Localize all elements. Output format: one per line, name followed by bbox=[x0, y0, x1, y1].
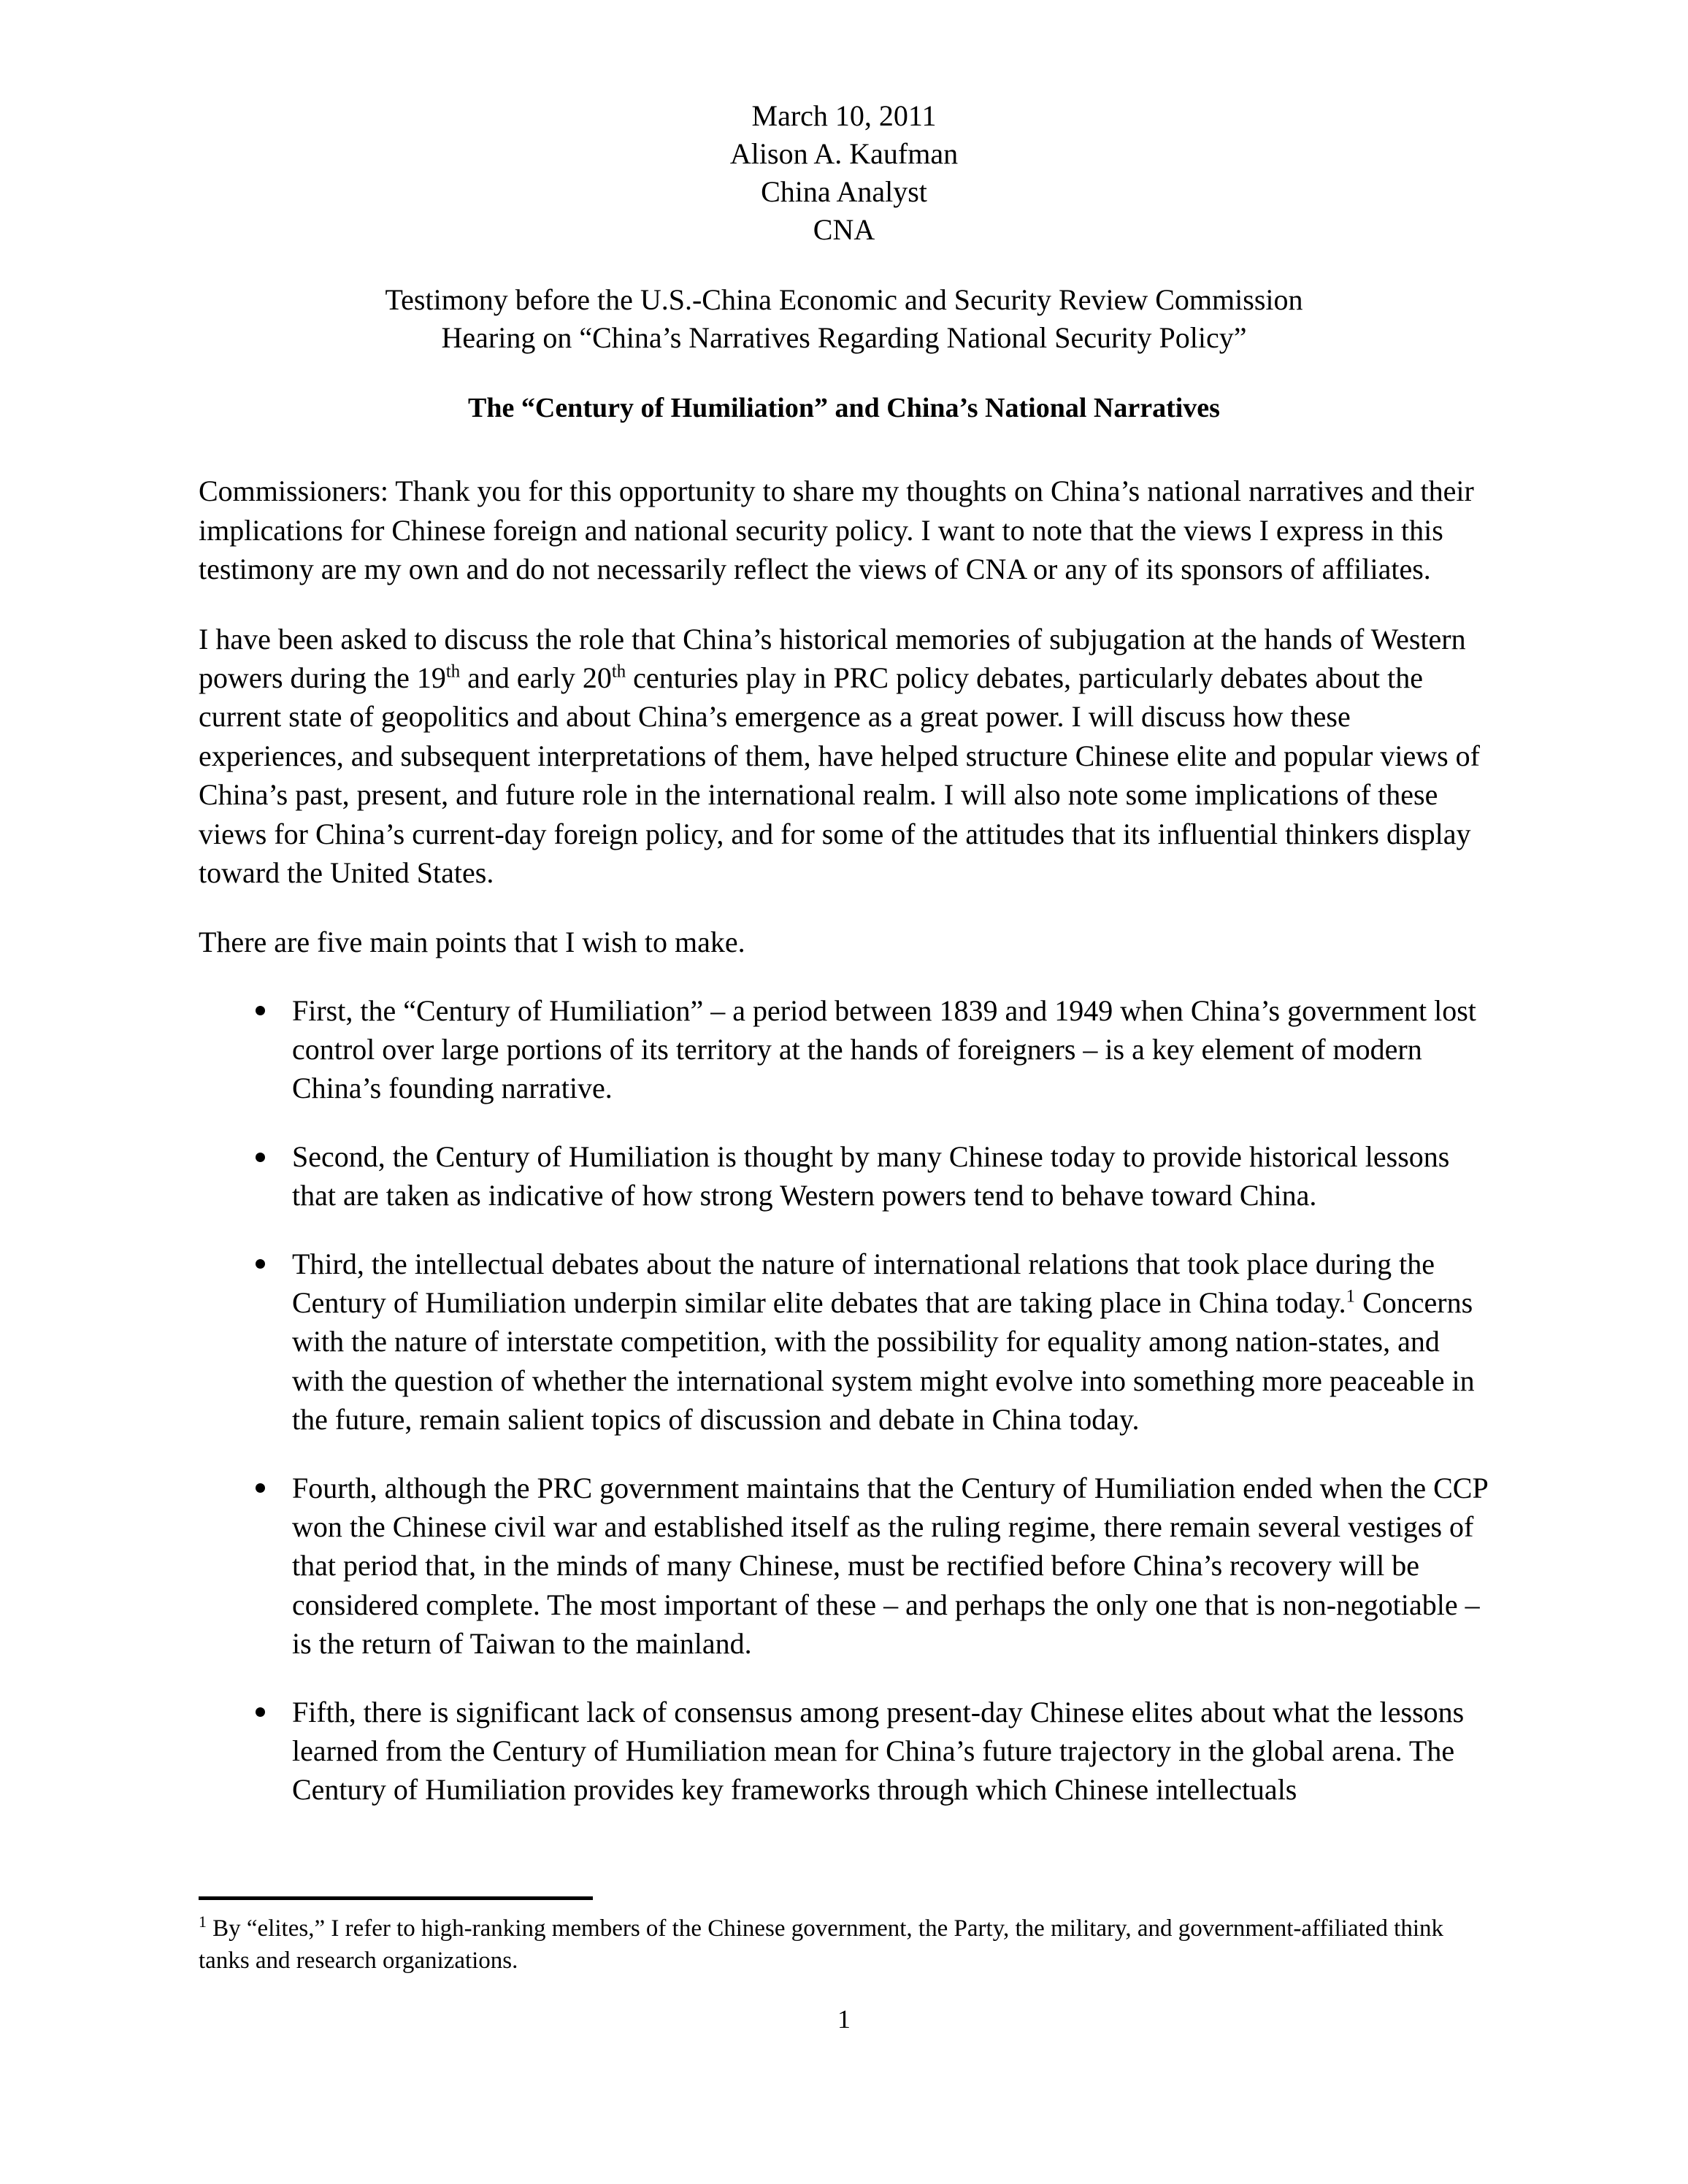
list-item bbox=[199, 1469, 1489, 1664]
paragraph-five-points-lead: There are five main points that I wish to make. bbox=[199, 926, 745, 959]
bullet-icon bbox=[256, 1006, 265, 1015]
footnote-separator-rule bbox=[199, 1896, 593, 1900]
page-title: The “Century of Humiliation” and China’s National Narratives bbox=[468, 393, 1220, 423]
paragraph-scope-part1: I have been asked to discuss the role that China’s historical memories of subjugation at the hands of Western powers during the 19 bbox=[199, 622, 1466, 694]
document-header bbox=[199, 0, 1489, 249]
footnote-area bbox=[199, 1896, 1489, 1977]
list-item bbox=[199, 1693, 1489, 1810]
bullet-icon bbox=[256, 1483, 265, 1493]
main-points-list bbox=[199, 991, 1489, 1810]
footnote-marker-1: 1 bbox=[199, 1913, 207, 1931]
footnote-reference-1[interactable]: 1 bbox=[1346, 1286, 1356, 1307]
point-two-text: Second, the Century of Humiliation is thought by many Chinese today to provide historical lessons that are taken as indicative of how strong Western powers tend to behave toward China. bbox=[292, 1139, 1450, 1212]
footnote-1-text: By “elites,” I refer to high-ranking members of the Chinese government, the Party, the military, and government-affiliated think tanks and research organizations. bbox=[199, 1915, 1443, 1974]
point-three-part2: Concerns with the nature of interstate competition, with the possibility for equality among nation-states, and with the question of whether the international system might evolve into something more peaceable in the future, remain salient topics of discussion and debate in China today. bbox=[292, 1286, 1475, 1437]
header-organization: CNA bbox=[813, 213, 875, 246]
point-five-text: Fifth, there is significant lack of consensus among present-day Chinese elites about what the lessons learned from the Century of Humiliation mean for China’s future trajectory in the global arena. The Century of Humiliation provides key frameworks through which Chinese intellectuals bbox=[292, 1695, 1465, 1807]
point-one-text: First, the “Century of Humiliation” – a period between 1839 and 1949 when China’s government lost control over large portions of its territory at the hands of foreigners – is a key element of modern China’s founding narrative. bbox=[292, 993, 1476, 1105]
hearing-topic-line: Hearing on “China’s Narratives Regarding National Security Policy” bbox=[441, 321, 1247, 354]
hearing-info bbox=[199, 249, 1489, 357]
paragraph-scope bbox=[199, 620, 1489, 893]
header-author: Alison A. Kaufman bbox=[729, 137, 959, 170]
bullet-icon bbox=[256, 1259, 265, 1269]
list-item bbox=[199, 991, 1489, 1108]
paragraph-intro: Commissioners: Thank you for this opportunity to share my thoughts on China’s national narratives and their implications for Chinese foreign and national security policy. I want to note that the views I express in this testimony are my own and do not necessarily reflect the views of CNA or any of its sponsors of affiliates. bbox=[199, 474, 1474, 586]
bullet-icon bbox=[256, 1153, 265, 1162]
ordinal-20th: th bbox=[611, 661, 626, 682]
list-item bbox=[199, 1245, 1489, 1439]
point-four-text: Fourth, although the PRC government maintains that the Century of Humiliation ended when the CCP won the Chinese civil war and established itself as the ruling regime, there remain several vestiges of that period that, in the minds of many Chinese, must be rectified before China’s recovery will be considered complete. The most important of these – and perhaps the only one that is non-negotiable – is the return of Taiwan to the mainland. bbox=[292, 1471, 1488, 1661]
header-role: China Analyst bbox=[761, 175, 927, 208]
paragraph-scope-part3: centuries play in PRC policy debates, particularly debates about the current state of geopolitics and about China’s emergence as a great power. I will discuss how these experiences, and subsequent interpretations of them, have helped structure Chinese elite and popular views of China’s past, present, and future role in the international realm. I will also note some implications of these views for China’s current-day foreign policy, and for some of the attitudes that its influential thinkers display toward the United States. bbox=[199, 661, 1480, 889]
document-body bbox=[199, 426, 1489, 1809]
point-three-part1: Third, the intellectual debates about the nature of international relations that took place during the Century of Humiliation underpin similar elite debates that are taking place in China today. bbox=[292, 1247, 1435, 1320]
page-content bbox=[199, 0, 1489, 1810]
list-item bbox=[199, 1137, 1489, 1215]
bullet-icon bbox=[256, 1707, 265, 1717]
hearing-commission-line: Testimony before the U.S.-China Economic and Security Review Commission bbox=[385, 283, 1303, 316]
footnote-1 bbox=[199, 1913, 1489, 1977]
paragraph-scope-part2: and early 20 bbox=[460, 661, 612, 694]
page-number: 1 bbox=[837, 2004, 851, 2034]
ordinal-19th: th bbox=[445, 661, 461, 682]
header-date: March 10, 2011 bbox=[751, 99, 937, 132]
point-three-text bbox=[292, 1245, 1489, 1439]
